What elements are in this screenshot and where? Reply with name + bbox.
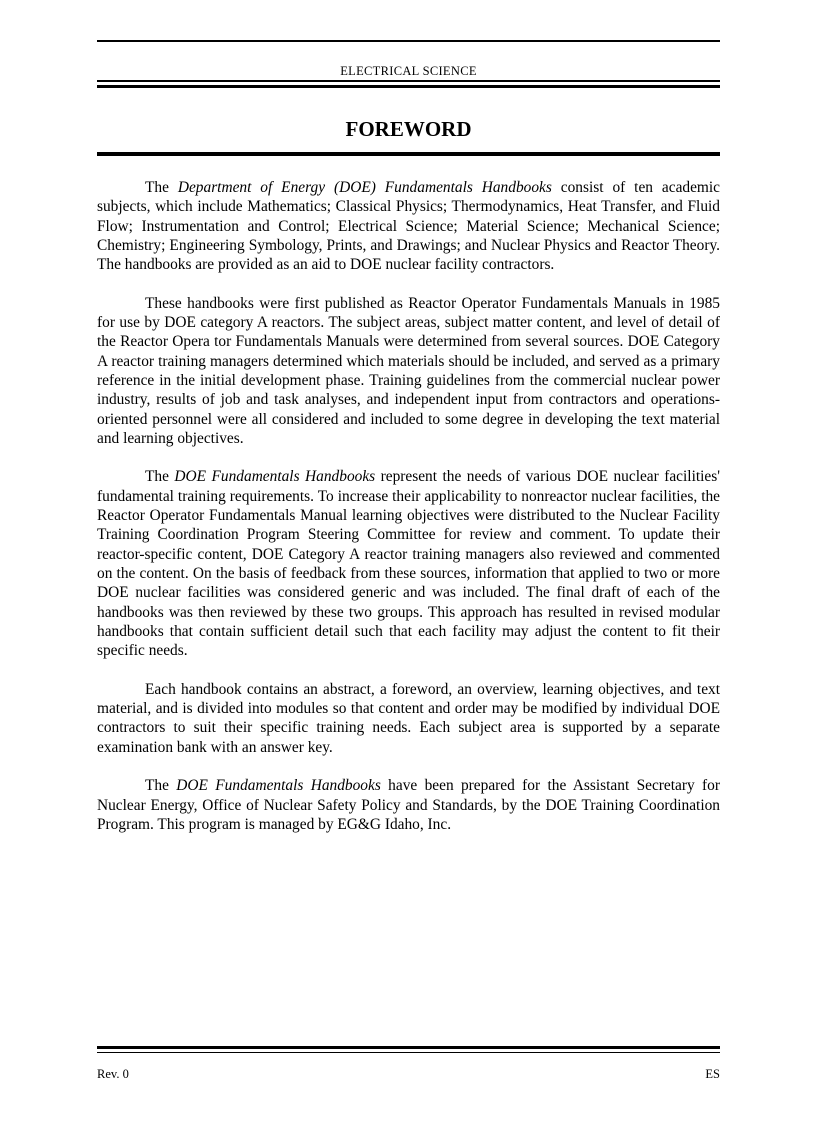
body-text <box>97 178 720 853</box>
header-top-rule <box>97 40 720 42</box>
paragraph-3: The DOE Fundamentals Handbooks represent the needs of various DOE nuclear facilities' fundamental training requirements. To increase their applicability to nonreactor nuclear facilities, the Reactor Operator Fundamentals Manual learning objectives were distributed to the Nuclear Facility Training Coordination Program Steering Committee for review and comment. To update their reactor-specific content, DOE Category A reactor training managers also reviewed and commented on the content. On the basis of feedback from these sources, information that applied to two or more DOE nuclear facilities was considered generic and was included. The final draft of each of the handbooks was then reviewed by these two groups. This approach has resulted in revised modular handbooks that contain sufficient detail such that each facility may adjust the content to fit their specific needs. <box>97 468 720 660</box>
header-bottom-rule-thin <box>97 80 720 82</box>
footer-handbook-code: ES <box>705 1067 720 1081</box>
paragraph-4: Each handbook contains an abstract, a foreword, an overview, learning objectives, and text material, and is divided into modules so that content and order may be modified by individual DOE contractors to suit their specific training needs. Each subject area is supported by a separate examination bank with an answer key. <box>97 680 720 756</box>
footer-revision: Rev. 0 <box>97 1067 129 1081</box>
footer-rule-thick <box>97 1046 720 1049</box>
title-underline-rule <box>97 152 720 156</box>
running-header-title: ELECTRICAL SCIENCE <box>340 64 477 78</box>
paragraph-5: The DOE Fundamentals Handbooks have been prepared for the Assistant Secretary for Nuclear Energy, Office of Nuclear Safety Policy and Standards, by the DOE Training Coordination Program. This program is managed by EG&G Idaho, Inc. <box>97 777 720 833</box>
paragraph-2: These handbooks were first published as Reactor Operator Fundamentals Manuals in 1985 for use by DOE category A reactors. The subject areas, subject matter content, and level of detail of the Reactor Opera tor Fundamentals Manuals were determined from several sources. DOE Category A reactor training managers determined which materials should be included, and served as a primary reference in the initial development phase. Training guidelines from the commercial nuclear power industry, results of job and task analyses, and independent input from contractors and operations-oriented personnel were all considered and included to some degree in developing the text material and learning objectives. <box>97 294 720 447</box>
paragraph-1: The Department of Energy (DOE) Fundamentals Handbooks consist of ten academic subjects, which include Mathematics; Classical Physics; Thermodynamics, Heat Transfer, and Fluid Flow; Instrumentation and Control; Electrical Science; Material Science; Mechanical Science; Chemistry; Engineering Symbology, Prints, and Drawings; and Nuclear Physics and Reactor Theory. The handbooks are provided as an aid to DOE nuclear facility contractors. <box>97 179 720 274</box>
page-title: FOREWORD <box>345 117 472 141</box>
footer-rule-thin <box>97 1052 720 1053</box>
header-bottom-rule-thick <box>97 85 720 88</box>
